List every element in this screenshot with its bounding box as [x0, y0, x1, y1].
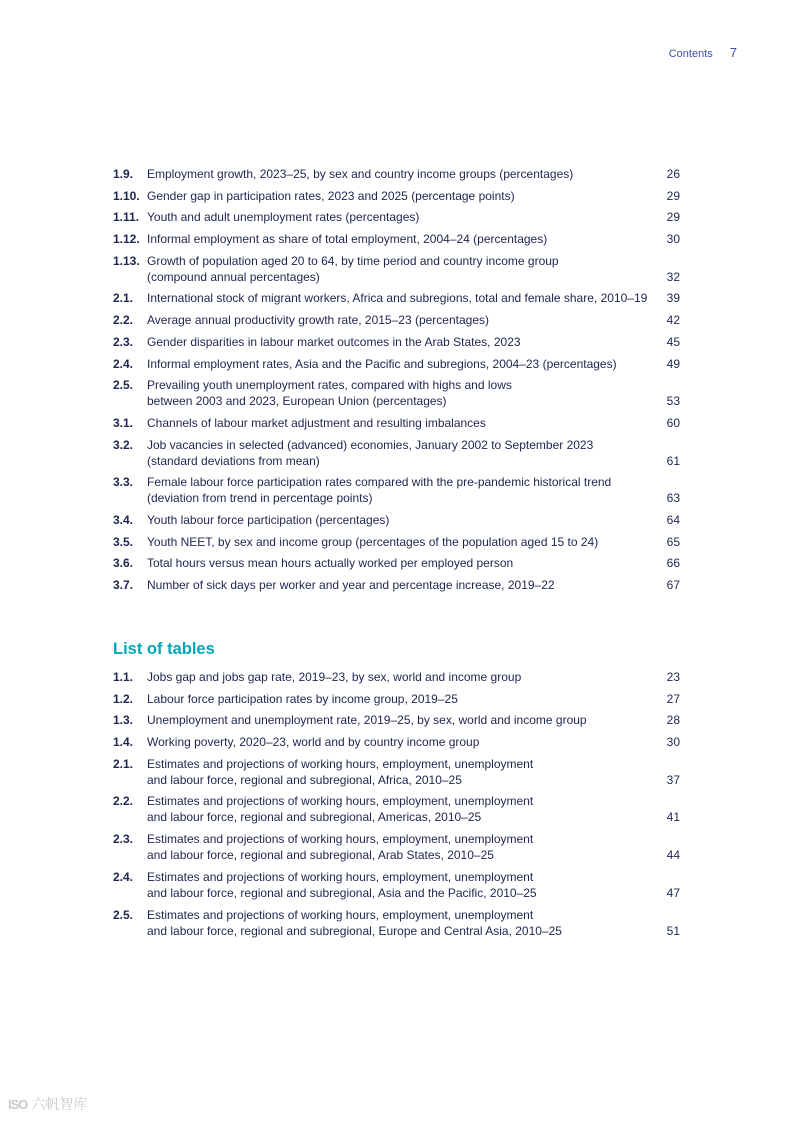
- figure-entry[interactable]: [113, 231, 680, 247]
- entry-number: 1.12.: [113, 232, 140, 247]
- entry-title-line: Estimates and projections of working hours, employment, unemployment: [147, 794, 534, 809]
- entry-title-line: Labour force participation rates by income group, 2019–25: [147, 691, 458, 706]
- entry-number: 1.10.: [113, 188, 140, 203]
- entry-page-number: 30: [666, 735, 680, 750]
- entry-page-number: 29: [666, 210, 680, 225]
- entry-page-number: 41: [666, 810, 680, 825]
- entry-title: [147, 734, 657, 750]
- entry-title-line: and labour force, regional and subregional, Americas, 2010–25: [147, 810, 482, 825]
- entry-number: 2.3.: [113, 832, 134, 847]
- page-number: 7: [729, 45, 737, 60]
- figure-entry[interactable]: [113, 356, 680, 372]
- entry-page-number: 65: [666, 534, 680, 549]
- entry-title-line: Gender gap in participation rates, 2023 and 2025 (percentage points): [147, 188, 515, 203]
- entry-title-line: and labour force, regional and subregional, Arab States, 2010–25: [147, 848, 494, 863]
- entry-title: [147, 474, 657, 506]
- list-of-figures: [113, 166, 680, 599]
- entry-number: 2.1.: [113, 291, 134, 306]
- entry-page-number: 51: [666, 923, 680, 938]
- entry-title-line: Estimates and projections of working hours, employment, unemployment: [147, 832, 534, 847]
- entry-title: [147, 377, 657, 409]
- figure-entry[interactable]: [113, 334, 680, 350]
- table-entry[interactable]: [113, 907, 680, 939]
- entry-number: 1.13.: [113, 253, 140, 268]
- entry-title: [147, 756, 657, 788]
- figure-entry[interactable]: [113, 188, 680, 204]
- entry-title: [147, 831, 657, 863]
- entry-number: 3.2.: [113, 437, 134, 452]
- figure-entry[interactable]: [113, 512, 680, 528]
- entry-page-number: 49: [666, 356, 680, 371]
- entry-page-number: 53: [666, 394, 680, 409]
- entry-title-line: (compound annual percentages): [147, 269, 320, 284]
- entry-number: 3.6.: [113, 556, 134, 571]
- entry-title-line: Jobs gap and jobs gap rate, 2019–23, by sex, world and income group: [147, 670, 522, 684]
- entry-title: [147, 437, 657, 469]
- entry-number: 3.1.: [113, 415, 134, 430]
- table-entry[interactable]: [113, 831, 680, 863]
- entry-title-line: Estimates and projections of working hours, employment, unemployment: [147, 869, 534, 884]
- entry-title-line: Informal employment as share of total employment, 2004–24 (percentages): [147, 232, 548, 247]
- table-entry[interactable]: [113, 669, 680, 685]
- figure-entry[interactable]: [113, 577, 680, 593]
- entry-title-line: and labour force, regional and subregional, Africa, 2010–25: [147, 772, 462, 787]
- entry-number: 3.3.: [113, 475, 134, 490]
- entry-page-number: 29: [666, 188, 680, 203]
- entry-title: [147, 188, 657, 204]
- entry-title: [147, 555, 657, 571]
- entry-title-line: and labour force, regional and subregional, Europe and Central Asia, 2010–25: [147, 923, 562, 938]
- section-label: Contents: [668, 48, 713, 60]
- figure-entry[interactable]: [113, 290, 680, 306]
- entry-title: [147, 415, 657, 431]
- figure-entry[interactable]: [113, 377, 680, 409]
- entry-page-number: 45: [666, 334, 680, 349]
- entry-page-number: 67: [666, 578, 680, 592]
- entry-title: [147, 691, 657, 707]
- entry-title: [147, 290, 657, 306]
- entry-number: 1.2.: [113, 691, 134, 706]
- entry-number: 1.9.: [113, 167, 134, 181]
- entry-page-number: 28: [666, 713, 680, 728]
- entry-page-number: 30: [666, 232, 680, 247]
- entry-page-number: 39: [666, 291, 680, 306]
- entry-page-number: 26: [666, 167, 680, 181]
- entry-title: [147, 577, 657, 593]
- entry-title: [147, 312, 657, 328]
- entry-title-line: between 2003 and 2023, European Union (percentages): [147, 394, 447, 409]
- entry-title: [147, 209, 657, 225]
- table-entry[interactable]: [113, 756, 680, 788]
- table-entry[interactable]: [113, 869, 680, 901]
- entry-page-number: 61: [666, 453, 680, 468]
- figure-entry[interactable]: [113, 166, 680, 182]
- entry-title: [147, 512, 657, 528]
- entry-title-line: Job vacancies in selected (advanced) economies, January 2002 to September 2023: [147, 437, 594, 452]
- entry-title: [147, 907, 657, 939]
- entry-number: 2.4.: [113, 869, 134, 884]
- entry-page-number: 32: [666, 269, 680, 284]
- entry-title-line: Employment growth, 2023–25, by sex and country income groups (percentages): [147, 167, 574, 181]
- entry-title-line: Female labour force participation rates compared with the pre-pandemic historical trend: [147, 475, 612, 490]
- figure-entry[interactable]: [113, 209, 680, 225]
- figure-entry[interactable]: [113, 437, 680, 469]
- table-entry[interactable]: [113, 734, 680, 750]
- entry-page-number: 42: [666, 313, 680, 328]
- entry-title-line: Prevailing youth unemployment rates, compared with highs and lows: [147, 378, 512, 393]
- entry-title: [147, 712, 657, 728]
- entry-title-line: Total hours versus mean hours actually worked per employed person: [147, 556, 514, 571]
- entry-page-number: 64: [666, 512, 680, 527]
- table-entry[interactable]: [113, 793, 680, 825]
- entry-title-line: (standard deviations from mean): [147, 453, 320, 468]
- figure-entry[interactable]: [113, 474, 680, 506]
- entry-title-line: Channels of labour market adjustment and resulting imbalances: [147, 415, 486, 430]
- watermark-logo: lSO: [8, 1096, 28, 1112]
- entry-title-line: Growth of population aged 20 to 64, by time period and country income group: [147, 253, 559, 268]
- figure-entry[interactable]: [113, 534, 680, 550]
- entry-title-line: Average annual productivity growth rate, 2015–23 (percentages): [147, 313, 489, 328]
- entry-title-line: (deviation from trend in percentage points): [147, 491, 373, 506]
- figure-entry[interactable]: [113, 312, 680, 328]
- entry-number: 2.1.: [113, 756, 134, 771]
- entry-number: 3.7.: [113, 578, 134, 592]
- entry-page-number: 37: [666, 772, 680, 787]
- entry-number: 2.5.: [113, 907, 134, 922]
- entry-title: [147, 166, 657, 182]
- entry-title-line: Youth NEET, by sex and income group (percentages of the population aged 15 to 24): [147, 534, 599, 549]
- table-entry[interactable]: [113, 712, 680, 728]
- table-entry[interactable]: [113, 691, 680, 707]
- entry-number: 2.3.: [113, 334, 134, 349]
- watermark: [8, 1094, 87, 1114]
- page-header: [669, 45, 737, 60]
- figure-entry[interactable]: [113, 555, 680, 571]
- entry-title: [147, 534, 657, 550]
- entry-title-line: Gender disparities in labour market outcomes in the Arab States, 2023: [147, 334, 521, 349]
- entry-page-number: 66: [666, 556, 680, 571]
- entry-number: 1.4.: [113, 735, 134, 750]
- entry-page-number: 47: [666, 885, 680, 900]
- entry-number: 1.1.: [113, 670, 134, 684]
- entry-number: 2.2.: [113, 794, 134, 809]
- entry-title: [147, 793, 657, 825]
- watermark-text: 六帆智库: [31, 1096, 88, 1112]
- entry-number: 1.11.: [113, 210, 140, 225]
- list-of-tables-heading: List of tables: [113, 640, 215, 658]
- entry-title: [147, 356, 657, 372]
- figure-entry[interactable]: [113, 253, 680, 285]
- entry-title-line: Working poverty, 2020–23, world and by country income group: [147, 735, 480, 750]
- entry-title-line: Unemployment and unemployment rate, 2019–25, by sex, world and income group: [147, 713, 587, 728]
- entry-title: [147, 669, 657, 685]
- entry-number: 1.3.: [113, 713, 134, 728]
- entry-title-line: Estimates and projections of working hours, employment, unemployment: [147, 907, 534, 922]
- entry-title: [147, 231, 657, 247]
- entry-number: 2.4.: [113, 356, 134, 371]
- entry-title-line: and labour force, regional and subregional, Asia and the Pacific, 2010–25: [147, 885, 537, 900]
- entry-title-line: International stock of migrant workers, Africa and subregions, total and female share, 2010–19: [147, 291, 648, 306]
- entry-page-number: 44: [666, 848, 680, 863]
- entry-page-number: 63: [666, 491, 680, 506]
- entry-page-number: 60: [666, 415, 680, 430]
- entry-page-number: 23: [666, 670, 680, 684]
- list-of-tables: [113, 669, 680, 944]
- entry-title-line: Number of sick days per worker and year and percentage increase, 2019–22: [147, 578, 555, 592]
- entry-title-line: Estimates and projections of working hours, employment, unemployment: [147, 756, 534, 771]
- entry-title: [147, 334, 657, 350]
- entry-number: 3.5.: [113, 534, 134, 549]
- entry-title: [147, 253, 657, 285]
- entry-title: [147, 869, 657, 901]
- entry-title-line: Informal employment rates, Asia and the Pacific and subregions, 2004–23 (percentages): [147, 356, 617, 371]
- entry-number: 3.4.: [113, 512, 134, 527]
- figure-entry[interactable]: [113, 415, 680, 431]
- entry-number: 2.5.: [113, 378, 134, 393]
- entry-title-line: Youth and adult unemployment rates (percentages): [147, 210, 420, 225]
- entry-title-line: Youth labour force participation (percentages): [147, 512, 390, 527]
- entry-number: 2.2.: [113, 313, 134, 328]
- entry-page-number: 27: [666, 691, 680, 706]
